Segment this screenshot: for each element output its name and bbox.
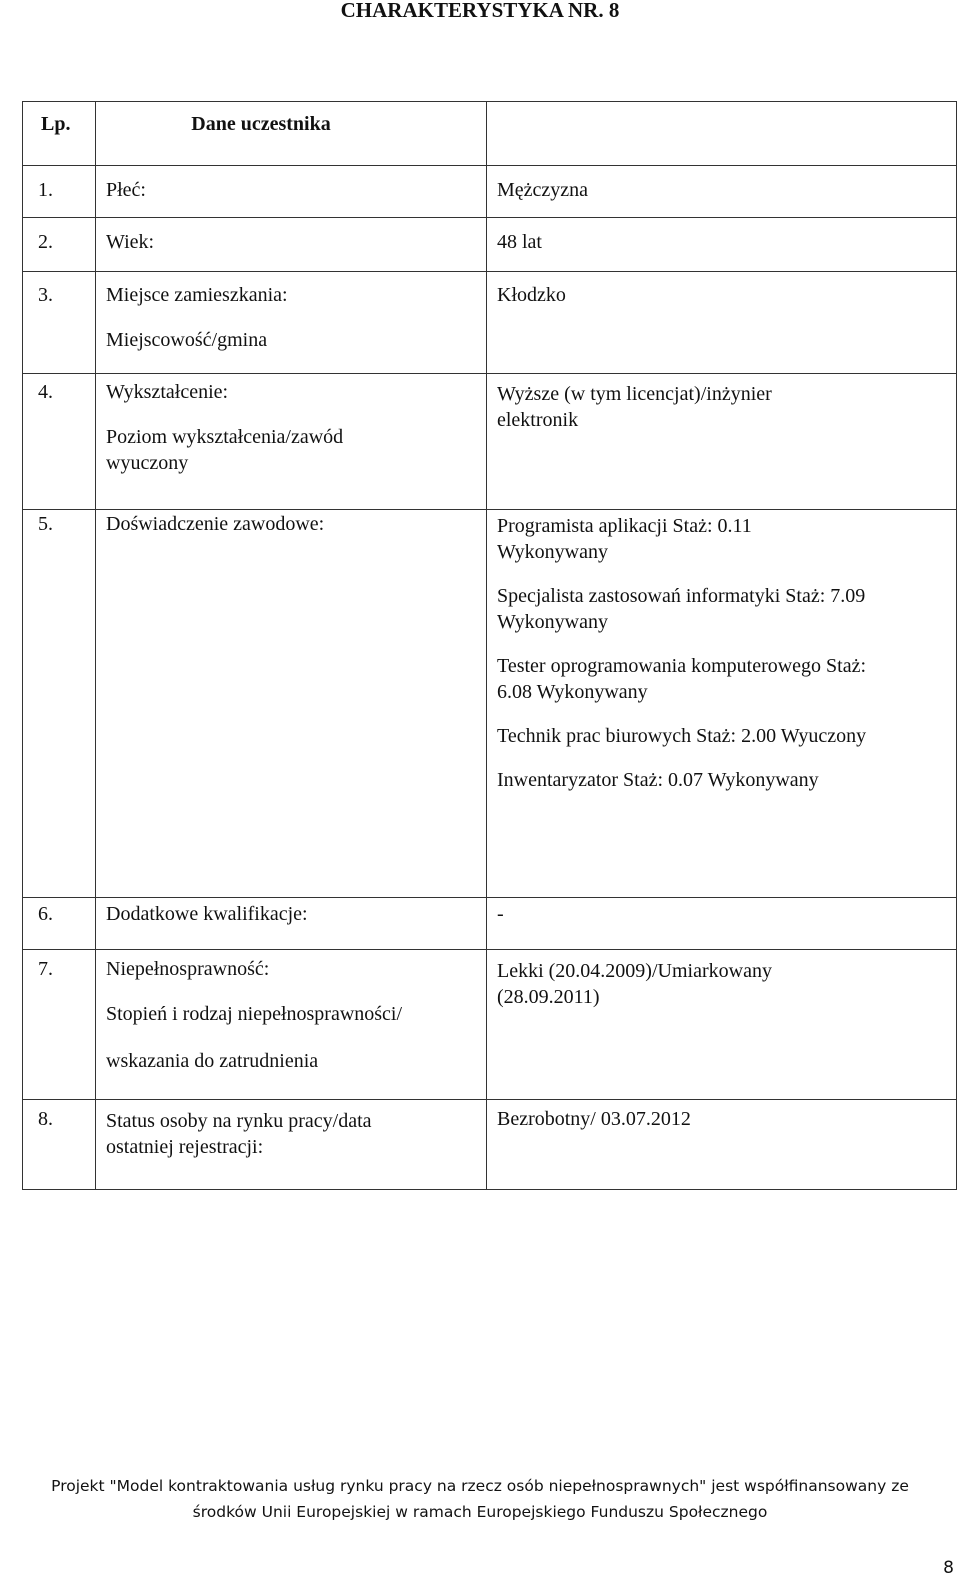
row-number: 6. — [38, 903, 53, 925]
row-value: Kłodzko — [497, 284, 566, 306]
header-lp: Lp. — [23, 102, 96, 166]
experience-item: Technik prac biurowych Staż: 2.00 Wyuczony — [497, 725, 867, 747]
row-value: Mężczyzna — [497, 179, 589, 201]
row-number: 5. — [38, 513, 53, 535]
row-value: Wyższe (w tym licencjat)/inżynier elektronik — [497, 383, 772, 431]
table-row — [23, 1100, 957, 1190]
row-label: Niepełnosprawność: — [106, 958, 270, 980]
row-label: Dodatkowe kwalifikacje: — [106, 903, 308, 925]
row-value: - — [497, 903, 504, 925]
table-row — [23, 374, 957, 510]
table-row — [23, 950, 957, 1100]
footer-line-2: środków Unii Europejskiej w ramach Europejskiego Funduszu Społecznego — [192, 1503, 768, 1521]
row-number: 4. — [38, 381, 53, 403]
header-dane-uczestnika: Dane uczestnika — [96, 102, 487, 166]
row-sublabel: wskazania do zatrudnienia — [106, 1050, 319, 1072]
document-title: CHARAKTERYSTYKA NR. 8 — [340, 0, 620, 22]
table-row — [23, 272, 957, 374]
row-value: Lekki (20.04.2009)/Umiarkowany (28.09.2011) — [497, 960, 772, 1008]
row-label: Doświadczenie zawodowe: — [106, 513, 325, 535]
table-row — [23, 166, 957, 218]
page-number: 8 — [943, 1558, 954, 1578]
footer-line-1: Projekt "Model kontraktowania usług rynku pracy na rzecz osób niepełnosprawnych" jest współfinansowany ze — [51, 1477, 909, 1495]
row-label: Miejsce zamieszkania: — [106, 284, 288, 306]
row-label: Wiek: — [106, 231, 155, 253]
row-sublabel: Stopień i rodzaj niepełnosprawności/ — [106, 1003, 403, 1025]
row-number: 1. — [38, 179, 53, 201]
row-label: Status osoby na rynku pracy/data ostatniej rejestracji: — [106, 1110, 372, 1158]
row-number: 3. — [38, 284, 53, 306]
participant-table — [22, 101, 957, 1190]
experience-item: Specjalista zastosowań informatyki Staż: 7.09 Wykonywany — [497, 585, 866, 633]
row-value: Bezrobotny/ 03.07.2012 — [497, 1108, 691, 1130]
experience-item: Inwentaryzator Staż: 0.07 Wykonywany — [497, 769, 819, 791]
row-label: Płeć: — [106, 179, 146, 201]
row-number: 7. — [38, 958, 53, 980]
row-number: 8. — [38, 1108, 53, 1130]
table-row — [23, 510, 957, 898]
row-value: 48 lat — [497, 231, 542, 253]
experience-item: Programista aplikacji Staż: 0.11 Wykonywany — [497, 515, 752, 563]
row-label: Wykształcenie: — [106, 381, 229, 403]
row-number: 2. — [38, 231, 53, 253]
table-header-row — [23, 102, 957, 166]
experience-item: Tester oprogramowania komputerowego Staż: 6.08 Wykonywany — [497, 655, 867, 703]
header-empty — [487, 102, 957, 166]
row-sublabel: Poziom wykształcenia/zawód wyuczony — [106, 426, 344, 474]
row-sublabel: Miejscowość/gmina — [106, 329, 268, 351]
table-row — [23, 218, 957, 272]
table-row — [23, 898, 957, 950]
